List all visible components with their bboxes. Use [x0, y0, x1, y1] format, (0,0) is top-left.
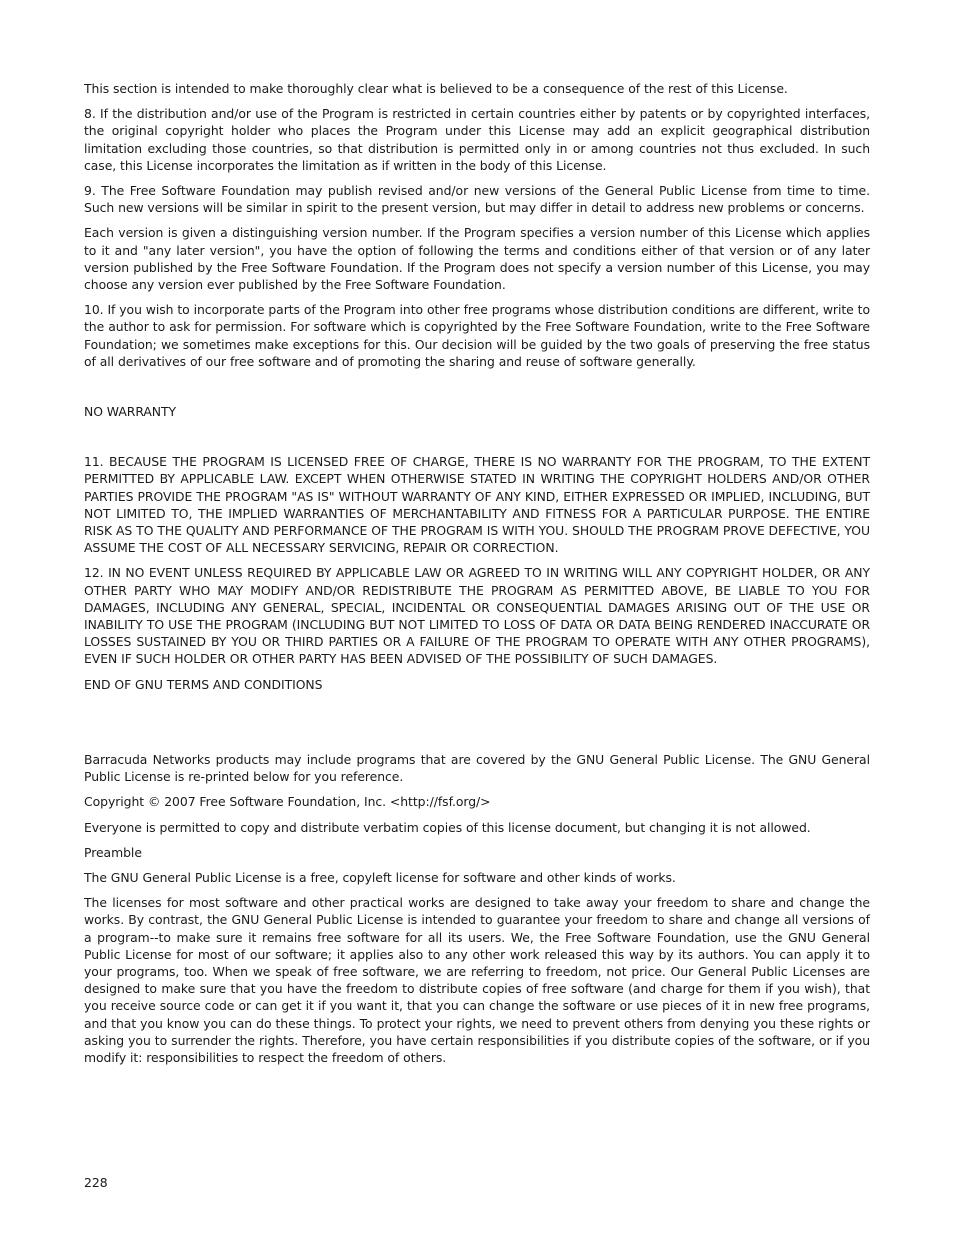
paragraph-section-9: 9. The Free Software Foundation may publish revised and/or new versions of the General Public License from time to time. Such new versions will be similar in spirit to the present version, but may differ in detail to address new problems or concerns.: [84, 183, 870, 216]
paragraph-section-12: 12. IN NO EVENT UNLESS REQUIRED BY APPLICABLE LAW OR AGREED TO IN WRITING WILL ANY COPYRIGHT HOLDER, OR ANY OTHER PARTY WHO MAY MODIFY AND/OR REDISTRIBUTE THE PROGRAM AS PERMITTED ABOVE, BE LIABLE TO YOU FOR DAMAGES, INCLUDING ANY GENERAL, SPECIAL, INCIDENTAL OR CONSEQUENTIAL DAMAGES ARISING OUT OF THE USE OR INABILITY TO USE THE PROGRAM (INCLUDING BUT NOT LIMITED TO LOSS OF DATA OR DATA BEING RENDERED INACCURATE OR LOSSES SUSTAINED BY YOU OR THIRD PARTIES OR A FAILURE OF THE PROGRAM TO OPERATE WITH ANY OTHER PROGRAMS), EVEN IF SUCH HOLDER OR OTHER PARTY HAS BEEN ADVISED OF THE POSSIBILITY OF SUCH DAMAGES.: [84, 565, 870, 667]
paragraph-version-number: Each version is given a distinguishing version number. If the Program specifies a version number of this License which applies to it and "any later version", you have the option of following the terms and conditions either of that version or of any later version published by the Free Software Foundation. If the Program does not specify a version number of this License, you may choose any version ever published by the Free Software Foundation.: [84, 225, 870, 293]
paragraph-section-8: 8. If the distribution and/or use of the Program is restricted in certain countries either by patents or by copyrighted interfaces, the original copyright holder who places the Program under this License may add an explicit geographical distribution limitation excluding those countries, so that distribution is permitted only in or among countries not thus excluded. In such case, this License incorporates the limitation as if written in the body of this License.: [84, 106, 870, 173]
paragraph-section-11: 11. BECAUSE THE PROGRAM IS LICENSED FREE OF CHARGE, THERE IS NO WARRANTY FOR THE PROGRAM, TO THE EXTENT PERMITTED BY APPLICABLE LAW. EXCEPT WHEN OTHERWISE STATED IN WRITING THE COPYRIGHT HOLDERS AND/OR OTHER PARTIES PROVIDE THE PROGRAM "AS IS" WITHOUT WARRANTY OF ANY KIND, EITHER EXPRESSED OR IMPLIED, INCLUDING, BUT NOT LIMITED TO, THE IMPLIED WARRANTIES OF MERCHANTABILITY AND FITNESS FOR A PARTICULAR PURPOSE. THE ENTIRE RISK AS TO THE QUALITY AND PERFORMANCE OF THE PROGRAM IS WITH YOU. SHOULD THE PROGRAM PROVE DEFECTIVE, YOU ASSUME THE COST OF ALL NECESSARY SERVICING, REPAIR OR CORRECTION.: [84, 454, 870, 556]
heading-preamble: Preamble: [84, 844, 142, 860]
heading-no-warranty: NO WARRANTY: [84, 404, 177, 420]
document-body: [84, 80, 870, 1074]
paragraph-preamble-body: The licenses for most software and other practical works are designed to take away your freedom to share and change the works. By contrast, the GNU General Public License is intended to guarantee your freedom to share and change all versions of a program--to make sure it remains free software for all its users. We, the Free Software Foundation, use the GNU General Public License for most of our software; it applies also to any other work released this way by its authors. You can apply it to your programs, too. When we speak of free software, we are referring to freedom, not price. Our General Public Licenses are designed to make sure that you have the freedom to distribute copies of free software (and charge for them if you wish), that you receive source code or can get it if you want it, that you can change the software or use pieces of it in new free programs, and that you know you can do these things. To protect your rights, we need to prevent others from denying you these rights or asking you to surrender the rights. Therefore, you have certain responsibilities if you distribute copies of the software, or if you modify it: responsibilities to respect the freedom of others.: [84, 895, 870, 1065]
end-of-terms: END OF GNU TERMS AND CONDITIONS: [84, 676, 323, 692]
paragraph-section-10: 10. If you wish to incorporate parts of the Program into other free programs whose distribution conditions are different, write to the author to ask for permission. For software which is copyrighted by the Free Software Foundation, write to the Free Software Foundation; we sometimes make exceptions for this. Our decision will be guided by the two goals of preserving the free status of all derivatives of our free software and of promoting the sharing and reuse of software generally.: [84, 302, 870, 369]
paragraph-barracuda-notice: Barracuda Networks products may include programs that are covered by the GNU General Public License. The GNU General Public License is re-printed below for you reference.: [84, 751, 870, 785]
page-number: 228: [84, 1175, 108, 1190]
copyright-line: Copyright © 2007 Free Software Foundation, Inc. <http://fsf.org/>: [84, 794, 491, 810]
paragraph-permission: Everyone is permitted to copy and distribute verbatim copies of this license document, but changing it is not allowed.: [84, 819, 811, 835]
paragraph-intro: This section is intended to make thoroughly clear what is believed to be a consequence of the rest of this License.: [84, 81, 788, 96]
paragraph-gpl-description: The GNU General Public License is a free, copyleft license for software and other kinds of works.: [84, 869, 676, 885]
